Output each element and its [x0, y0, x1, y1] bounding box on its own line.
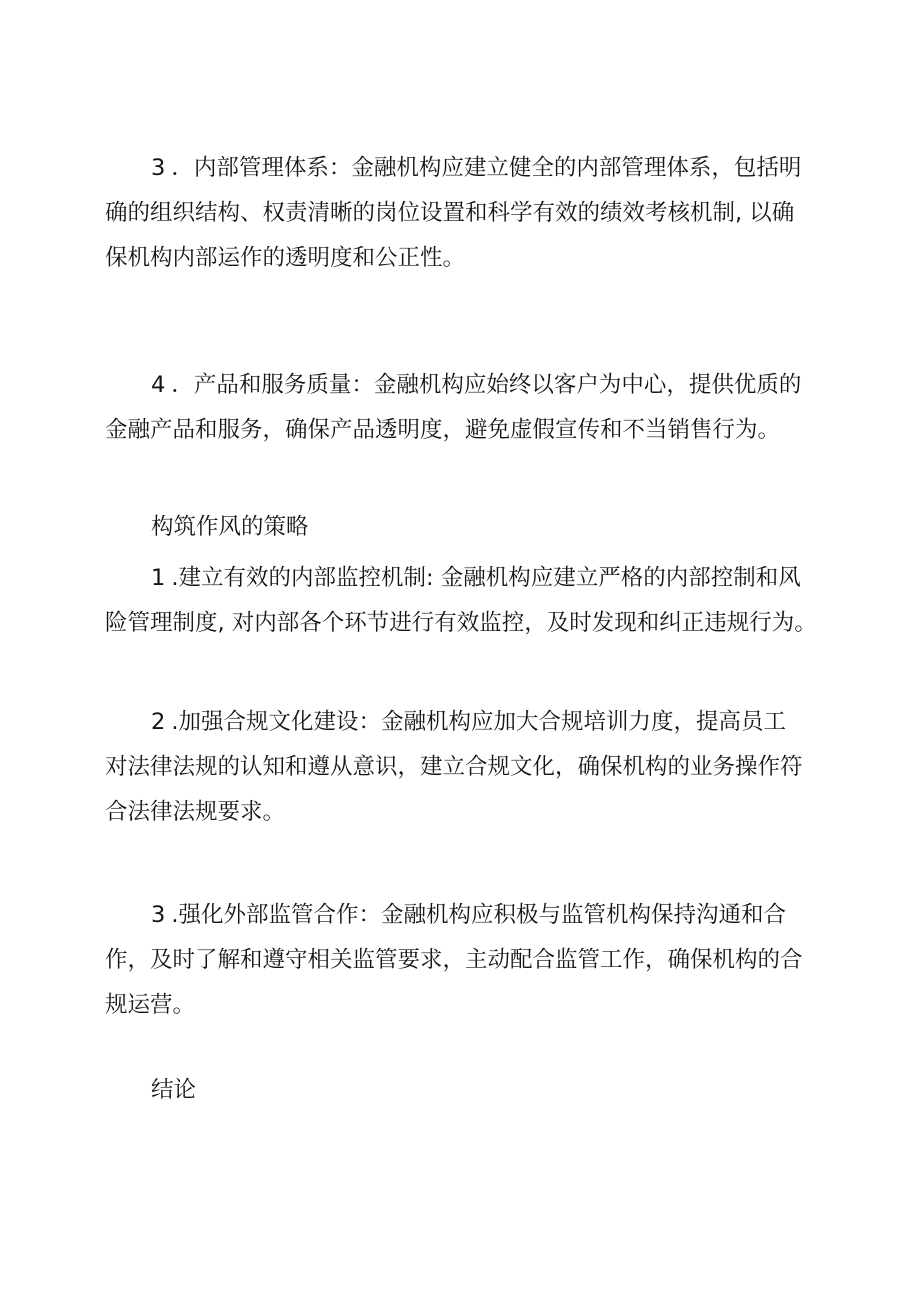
paragraph-line: 合法律法规要求。 — [105, 799, 286, 825]
paragraph-line: 险管理制度, 对内部各个环节进行有效监控，及时发现和纠正违规行为。 — [105, 610, 817, 636]
paragraph-line: 1.建立有效的内部监控机制: 金融机构应建立严格的内部控制和风 — [151, 565, 801, 591]
paragraph-line: 3.强化外部监管合作：金融机构应积极与监管机构保持沟通和合 — [151, 902, 786, 928]
paragraph-line: 4．产品和服务质量：金融机构应始终以客户为中心，提供优质的 — [151, 372, 802, 398]
paragraph-line: 确的组织结构、权责清晰的岗位设置和科学有效的绩效考核机制, 以确 — [105, 200, 795, 226]
item-number: 1 — [151, 565, 172, 591]
paragraph-line: 作，及时了解和遵守相关监管要求，主动配合监管工作，确保机构的合 — [105, 947, 803, 973]
paragraph-line: 3．内部管理体系：金融机构应建立健全的内部管理体系，包括明 — [151, 155, 802, 181]
paragraph-internal-monitoring — [105, 556, 833, 646]
item-number: 4 — [151, 372, 172, 398]
paragraph-line: 保机构内部运作的透明度和公正性。 — [105, 245, 466, 271]
section-heading-strategy: 构筑作风的策略 — [151, 514, 309, 540]
item-number: 3 — [151, 155, 172, 181]
paragraph-compliance-culture — [105, 700, 833, 835]
paragraph-line: 规运营。 — [105, 992, 196, 1018]
paragraph-product-quality — [105, 363, 833, 453]
paragraph-line: 2.加强合规文化建设：金融机构应加大合规培训力度，提高员工 — [151, 709, 786, 735]
paragraph-external-supervision — [105, 893, 833, 1028]
paragraph-line: 对法律法规的认知和遵从意识，建立合规文化，确保机构的业务操作符 — [105, 754, 803, 780]
paragraph-line: 金融产品和服务，确保产品透明度，避免虚假宣传和不当销售行为。 — [105, 417, 781, 443]
item-number: 3 — [151, 902, 172, 928]
section-heading-conclusion: 结论 — [151, 1077, 197, 1103]
paragraph-internal-management — [105, 146, 833, 281]
item-number: 2 — [151, 709, 172, 735]
